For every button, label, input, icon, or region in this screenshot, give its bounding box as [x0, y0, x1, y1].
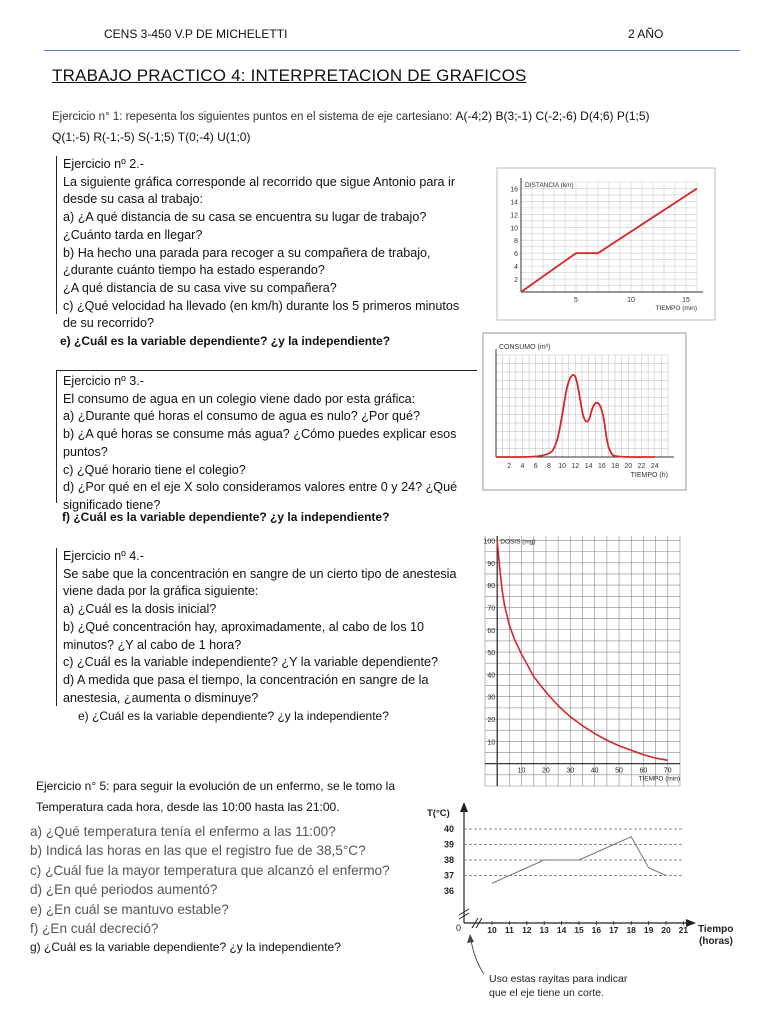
x-tick-label: 10	[487, 925, 497, 935]
exercise-5-question-line: a) ¿Qué temperatura tenía el enfermo a las 11:00?	[30, 824, 336, 839]
x-tick-label: 15	[574, 925, 584, 935]
x-axis-label: Tiempo	[698, 924, 734, 935]
exercise-4-line: minutos? ¿Y al cabo de 1 hora?	[63, 637, 242, 652]
x-tick-label: 5	[574, 297, 578, 304]
x-tick-label: 50	[615, 767, 623, 775]
exercise-4-question-e: e) ¿Cuál es la variable dependiente? ¿y la independiente?	[78, 709, 389, 723]
exercise-2-line: de su recorrido?	[63, 316, 155, 331]
exercise-3-line: b) ¿A qué horas se consume más agua? ¿Cómo puedes explicar esos	[63, 427, 457, 442]
header-divider	[44, 50, 740, 51]
exercise-5-intro-line: Ejercicio n° 5: para seguir la evolución de un enfermo, se le tomo la	[36, 779, 395, 793]
x-tick-label: 14	[584, 463, 593, 470]
exercise-4	[56, 548, 456, 706]
x-tick-label: 4	[520, 463, 525, 470]
x-tick-label: 20	[661, 925, 671, 935]
x-tick-label: 16	[591, 925, 602, 935]
y-axis-label: DISTANCIA (km)	[525, 182, 574, 189]
exercise-1-text: Ejercicio n° 1: repesenta los siguientes puntos en el sistema de eje cartesiano:	[52, 111, 456, 123]
exercise-3	[56, 370, 477, 512]
y-tick-label: 80	[487, 583, 496, 591]
x-axis-label: TIEMPO (h)	[630, 472, 668, 479]
exercise-3-line: c) ¿Qué horario tiene el colegio?	[63, 462, 246, 477]
annotation-arrow-head	[467, 934, 474, 943]
exercise-4-line: Ejercicio nº 4.-	[63, 549, 144, 563]
x-tick-label: 13	[539, 925, 549, 935]
exercise-4-line: d) A medida que pasa el tiempo, la concentración en sangre de la	[63, 672, 429, 687]
x-tick-label: 22	[637, 463, 646, 470]
exercise-5-question-line: f) ¿En cuál decreció?	[30, 921, 159, 937]
y-tick-label: 20	[487, 717, 496, 725]
y-axis-label: CONSUMO (m³)	[499, 344, 551, 351]
y-tick-label: 2	[514, 277, 518, 285]
y-tick-label: 38	[443, 855, 454, 865]
x-tick-label: 10	[627, 297, 635, 304]
exercise-4-line: viene dada por la gráfica siguiente:	[63, 584, 259, 599]
exercise-5-question-line: c) ¿Cuál fue la mayor temperatura que alcanzó el enfermo?	[30, 862, 390, 878]
y-tick-label: 10	[487, 739, 496, 747]
temperature-chart	[420, 800, 750, 1005]
x-tick-label: 10	[558, 463, 567, 470]
exercise-5-question-line: d) ¿En qué periodos aumentó?	[30, 882, 218, 898]
x-tick-label: 16	[597, 463, 606, 470]
exercise-2	[56, 156, 460, 331]
header-year: 2 AÑO	[628, 27, 664, 41]
exercise-4-line: b) ¿Qué concentración hay, aproximadamente, al cabo de los 10	[63, 619, 424, 634]
x-tick-label: 12	[522, 925, 532, 935]
water-consumption-chart	[483, 333, 686, 490]
exercise-3-line: a) ¿Durante qué horas el consumo de agua es nulo? ¿Por qué?	[63, 409, 421, 424]
exercise-2-line: c) ¿Qué velocidad ha llevado (en km/h) durante los 5 primeros minutos	[63, 298, 460, 313]
x-tick-label: 14	[556, 925, 567, 935]
y-tick-label: 100	[483, 538, 496, 546]
y-tick-label: 8	[514, 238, 518, 246]
x-tick-label: 40	[590, 767, 599, 775]
exercise-5-question-line: b) Indicá las horas en las que el registro fue de 38,5°C?	[30, 843, 366, 859]
x-tick-label: 19	[643, 925, 654, 935]
y-tick-label: 6	[514, 251, 518, 259]
exercise-5-question-line: e) ¿En cuál se mantuvo estable?	[30, 901, 229, 917]
exercise-3-line: d) ¿Por qué en el eje X solo consideramos valores entre 0 y 24? ¿Qué	[63, 480, 458, 495]
chart-background	[476, 528, 688, 791]
distance-chart	[497, 168, 715, 320]
origin-label: 0	[455, 923, 461, 933]
exercise-2-line: desde su casa al trabajo:	[63, 192, 204, 207]
exercise-4-line: a) ¿Cuál es la dosis inicial?	[63, 602, 217, 617]
exercise-3-line: El consumo de agua en un colegio viene dado por esta gráfica:	[63, 391, 416, 406]
annotation-text: que el eje tiene un corte.	[489, 987, 604, 999]
x-tick-label: 2	[507, 463, 512, 470]
exercise-2-line: ¿durante cuánto tiempo ha estado esperando?	[63, 263, 325, 278]
exercise-1	[52, 106, 692, 148]
y-tick-label: 16	[510, 186, 518, 194]
x-tick-label: 15	[682, 297, 690, 304]
y-tick-label: 39	[443, 839, 454, 850]
x-axis-label: TIEMPO (min)	[638, 775, 680, 783]
y-tick-label: 40	[487, 672, 496, 680]
y-tick-label: 90	[487, 560, 496, 568]
x-tick-label: 11	[504, 925, 514, 935]
x-tick-label: 10	[517, 767, 526, 775]
exercise-5-intro	[36, 776, 395, 818]
x-tick-label: 24	[650, 463, 659, 470]
exercise-5-question-g: g) ¿Cuál es la variable dependiente? ¿y la independiente?	[30, 940, 341, 954]
x-axis-label: TIEMPO (min)	[655, 305, 697, 312]
exercise-2-line: Ejercicio nº 2.-	[63, 157, 144, 171]
x-tick-label: 21	[678, 925, 689, 935]
x-tick-label: 20	[624, 463, 633, 470]
exercise-4-line: c) ¿Cuál es la variable independiente? ¿Y la variable dependiente?	[63, 655, 439, 670]
exercise-2-line: b) Ha hecho una parada para recoger a su compañera de trabajo,	[63, 245, 431, 260]
exercise-1-points-a: A(-4;2) B(3;-1) C(-2;-6) D(4;6) P(1;5)	[455, 109, 650, 123]
y-tick-label: 30	[487, 694, 496, 702]
anesthesia-dose-chart	[476, 528, 688, 791]
exercise-2-line: ¿A qué distancia de su casa vive su compañera?	[63, 280, 337, 295]
exercise-3-question-f: f) ¿Cuál es la variable dependiente? ¿y la independiente?	[62, 510, 390, 524]
y-tick-label: 4	[514, 264, 518, 272]
exercise-4-line: anestesia, ¿aumenta o disminuye?	[63, 690, 259, 705]
y-tick-label: 14	[510, 199, 518, 207]
y-axis-label: DOSIS (mg)	[500, 538, 536, 546]
exercise-3-line: Ejercicio nº 3.-	[63, 374, 144, 388]
header-school: CENS 3-450 V.P DE MICHELETTI	[104, 27, 288, 41]
x-axis-label: (horas)	[699, 936, 733, 947]
x-tick-label: 8	[546, 463, 551, 470]
x-tick-label: 6	[533, 463, 538, 470]
y-tick-label: 50	[487, 650, 496, 658]
y-tick-label: 37	[443, 870, 454, 881]
y-axis-label: T(°C)	[427, 808, 450, 819]
x-tick-label: 70	[663, 767, 672, 775]
x-tick-label: 17	[609, 925, 619, 935]
exercise-3-line: puntos?	[63, 444, 108, 459]
x-tick-label: 18	[626, 925, 636, 935]
exercise-5-questions	[30, 822, 390, 938]
exercise-5-intro-line: Temperatura cada hora, desde las 10:00 hasta las 21:00.	[36, 800, 340, 814]
y-tick-label: 10	[510, 225, 518, 233]
y-tick-label: 40	[443, 824, 454, 834]
exercise-2-line: a) ¿A qué distancia de su casa se encuentra su lugar de trabajo?	[63, 210, 427, 225]
exercise-2-question-e: e) ¿Cuál es la variable dependiente? ¿y la independiente?	[60, 334, 391, 348]
annotation-text: Uso estas rayitas para indicar	[489, 973, 628, 985]
exercise-2-line: La siguiente gráfica corresponde al recorrido que sigue Antonio para ir	[63, 174, 456, 189]
page-title: TRABAJO PRACTICO 4: INTERPRETACION DE GRAFICOS	[52, 66, 527, 85]
exercise-1-points-b: Q(1;-5) R(-1;-5) S(-1;5) T(0;-4) U(1;0)	[52, 130, 251, 144]
x-tick-label: 12	[571, 463, 580, 470]
y-axis-arrow	[460, 802, 468, 812]
exercise-2-line: ¿Cuánto tarda en llegar?	[63, 227, 203, 242]
y-tick-label: 70	[487, 605, 496, 613]
x-tick-label: 60	[639, 767, 648, 775]
x-tick-label: 20	[542, 767, 550, 775]
exercise-4-line: Se sabe que la concentración en sangre de un cierto tipo de anestesia	[63, 566, 457, 581]
x-tick-label: 18	[611, 463, 619, 470]
y-tick-label: 60	[487, 627, 496, 635]
x-tick-label: 30	[566, 767, 575, 775]
y-tick-label: 12	[510, 212, 518, 220]
y-tick-label: 36	[443, 886, 454, 896]
exercise-3-line: significado tiene?	[63, 497, 161, 512]
